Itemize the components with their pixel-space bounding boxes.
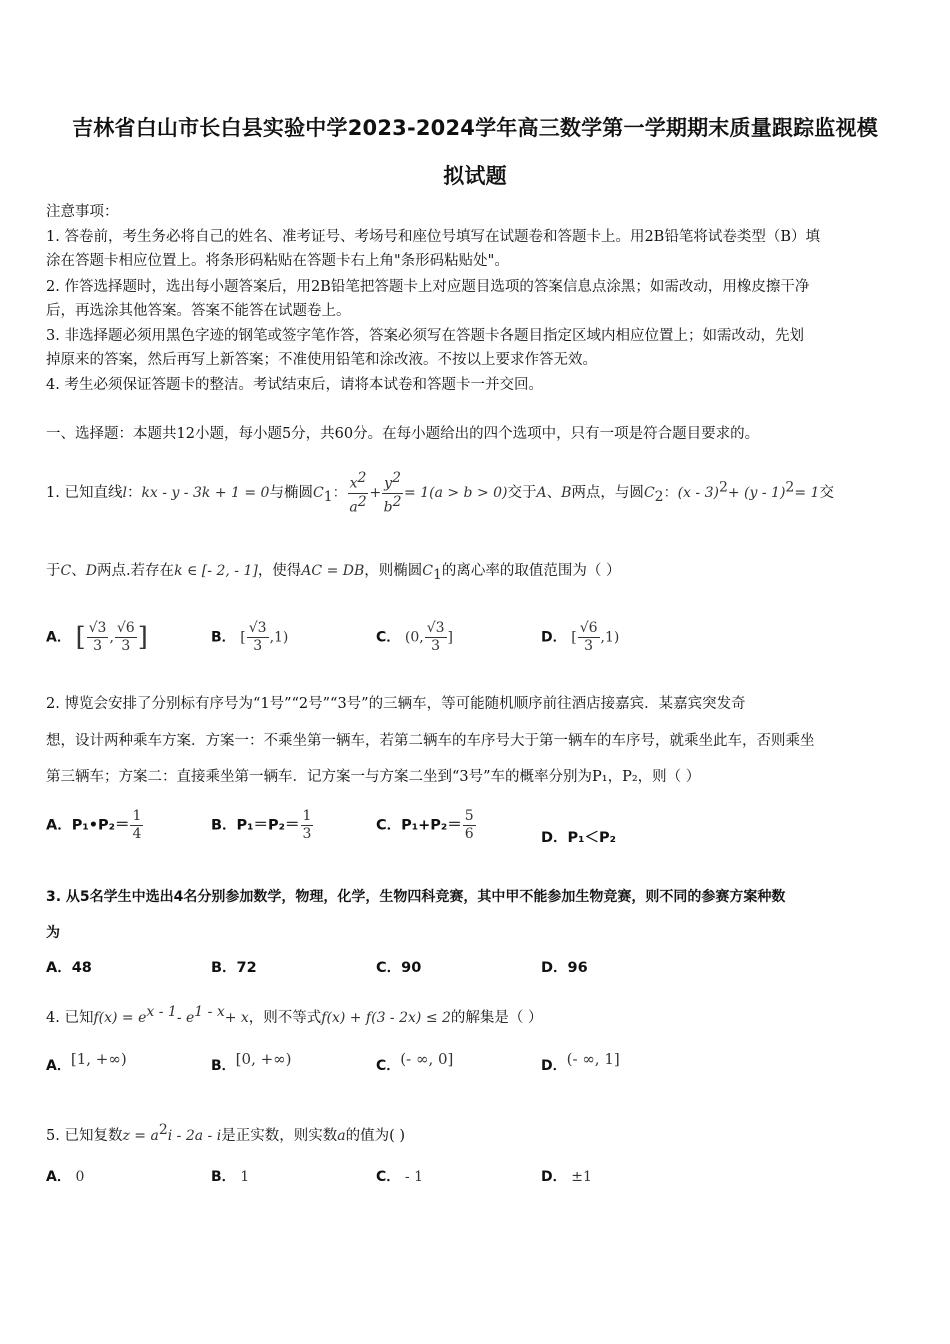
q1-text: 两点，与圆 [571, 485, 644, 502]
q1-fraction-x: $\frac{x^2}{a^2}$ [349, 470, 367, 516]
question-5-line: 5. 已知复数$z = a^2i - 2a - i$是正实数，则实数a的值为( ) [46, 1122, 406, 1144]
question-1-line1: 1. 已知直线l：kx - y - 3k + 1 = 0与椭圆$C_1$： $\frac{x^2}{a^2}$ + $\frac{y^2}{b^2}$ = 1(a > b > 0)交于A、B两点，与圆$C_2$：(x - 3)$^2$+ (y - 1)$^2$= 1交 [46, 470, 834, 516]
notes-item: 涂在答题卡相应位置上。将条形码粘贴在答题卡右上角"条形码粘贴处"。 [46, 253, 509, 269]
q1-text: 交于 [507, 485, 537, 502]
q1-option-c[interactable]: C． (0, $\frac{√3}{3}$ ] [376, 620, 454, 654]
q4-text: ，则不等式 [248, 1009, 322, 1026]
q4-inequality: f(x) + f(3 - 2x) ≤ 2 [321, 1009, 451, 1026]
q1-text: 的离心率的取值范围为（ ） [441, 563, 621, 579]
q1-ellipse-tail: = 1(a > b > 0) [404, 485, 508, 502]
q1-circle-part: = 1 [794, 485, 820, 502]
q3-option-d[interactable]: D．96 [541, 960, 588, 976]
q5-complex: z = a [122, 1127, 159, 1144]
q1-text: ，则椭圆 [364, 563, 423, 579]
question-2-line: 2. 博览会安排了分别标有序号为“1号”“2号”“3号”的三辆车，等可能随机顺序前往酒店接嘉宾．某嘉宾突发奇 [46, 696, 746, 712]
question-3-options [46, 956, 908, 980]
q5-option-b[interactable]: B． 1 [211, 1169, 250, 1185]
q5-text: 5. 已知复数 [46, 1127, 123, 1144]
q1-text: 1. 已知直线 [46, 485, 123, 502]
notes-heading: 注意事项： [46, 204, 119, 220]
q5-option-c[interactable]: C． - 1 [376, 1169, 423, 1185]
q2-option-b[interactable]: B．P₁＝P₂＝ $\frac{1}{3}$ [211, 808, 312, 842]
q5-option-a[interactable]: A． 0 [46, 1169, 85, 1185]
q1-fraction-y: $\frac{y^2}{b^2}$ [383, 470, 402, 516]
q5-text: 的值为( ) [345, 1127, 406, 1144]
q1-option-d[interactable]: D． [ $\frac{√6}{3}$ ,1) [541, 620, 620, 654]
q1-text: 两点.若存在 [96, 563, 175, 579]
q1-text: 交 [819, 485, 834, 502]
q1-point-b: B [561, 485, 572, 502]
question-1-line2: 于C、D两点.若存在k ∈ [- 2, - 1]，使得AC = DB，则椭圆$C_1$的离心率的取值范围为（ ） [46, 563, 621, 583]
q1-text: 与椭圆 [269, 485, 313, 502]
notes-item: 1. 答卷前，考生务必将自己的姓名、准考证号、考场号和座位号填写在试题卷和答题卡上。用2B铅笔将试卷类型（B）填 [46, 229, 820, 245]
notes-item: 2. 作答选择题时，选出每小题答案后，用2B铅笔把答题卡上对应题目选项的答案信息点涂黑；如需改动，用橡皮擦干净 [46, 279, 810, 295]
q1-point-d: D [85, 563, 97, 579]
notes-item: 后，再选涂其他答案。答案不能答在试题卷上。 [46, 303, 351, 319]
q1-point-c: C [60, 563, 72, 579]
question-3-line2: 为 [46, 925, 60, 941]
q2-option-c[interactable]: C．P₁+P₂＝ $\frac{5}{6}$ [376, 808, 474, 842]
exam-title-line1: 吉林省白山市长白县实验中学2023-2024学年高三数学第一学期期末质量跟踪监视模 [72, 116, 878, 140]
notes-item: 4. 考生必须保证答题卡的整洁。考试结束后，请将本试卷和答题卡一并交回。 [46, 377, 543, 393]
q1-colon: ： [332, 485, 347, 502]
q2-option-a[interactable]: A．P₁•P₂＝ $\frac{1}{4}$ [46, 808, 142, 842]
q4-option-c[interactable]: C．(- ∞, 0] [376, 1050, 454, 1074]
q4-option-b[interactable]: B．[0, +∞) [211, 1050, 292, 1074]
q4-text: 的解集是（ ） [450, 1009, 543, 1026]
q1-circle-part: (x - 3) [677, 485, 719, 502]
notes-item: 掉原来的答案，然后再写上新答案；不准使用铅笔和涂改液。不按以上要求作答无效。 [46, 352, 597, 368]
q5-text: 是正实数，则实数 [221, 1127, 338, 1144]
q1-symbol-c2: C [643, 485, 655, 502]
q1-circle-part: + (y - 1) [727, 485, 786, 502]
question-2-line: 想，设计两种乘车方案．方案一：不乘坐第一辆车，若第二辆车的车序号大于第一辆车的车序号，就乘坐此车，否则乘坐 [46, 733, 815, 749]
q5-option-d[interactable]: D． ±1 [541, 1169, 592, 1185]
q1-text: ： [126, 485, 142, 502]
q1-symbol-c1: C [312, 485, 324, 502]
section-heading: 一、选择题：本题共12小题，每小题5分，共60分。在每小题给出的四个选项中，只有一项是符合题目要求的。 [46, 426, 760, 442]
question-4-line: 4. 已知$f(x) = e^{x - 1}-$ $e^{1 - x}+ x$，则不等式f(x) + f(3 - 2x) ≤ 2的解集是（ ） [46, 1004, 543, 1026]
q4-function: f(x) = e [93, 1009, 147, 1026]
q3-option-b[interactable]: B．72 [211, 960, 257, 976]
notes-item: 3. 非选择题必须用黑色字迹的钢笔或签字笔作答，答案必须写在答题卡各题目指定区域内相应位置上；如需改动，先划 [46, 328, 804, 344]
q1-option-a[interactable]: A． [ $\frac{√3}{3}$ , $\frac{√6}{3}$ ] [46, 620, 148, 654]
q4-option-a[interactable]: A．[1, +∞) [46, 1050, 127, 1074]
q3-option-c[interactable]: C．90 [376, 960, 422, 976]
question-2-options [46, 802, 908, 848]
q4-text: 4. 已知 [46, 1009, 94, 1026]
question-1-options [46, 612, 908, 662]
exam-title-line2: 拟试题 [443, 164, 507, 188]
question-2-line: 第三辆车；方案二：直接乘坐第一辆车．记方案一与方案二坐到“3号”车的概率分别为P₁，P₂，则（ ） [46, 769, 701, 785]
q1-text: 于 [46, 563, 61, 579]
q3-option-a[interactable]: A．48 [46, 960, 92, 976]
question-3-line1: 3. 从5名学生中选出4名分别参加数学，物理，化学，生物四科竞赛，其中甲不能参加生物竞赛，则不同的参赛方案种数 [46, 889, 786, 905]
q4-option-d[interactable]: D．(- ∞, 1] [541, 1050, 620, 1074]
q2-option-d[interactable]: D．P₁＜P₂ [541, 830, 616, 846]
q1-option-b[interactable]: B． [ $\frac{√3}{3}$ ,1) [211, 620, 289, 654]
q1-k-range: k ∈ [- 2, - 1] [174, 563, 258, 579]
q5-symbol-a: a [337, 1127, 346, 1144]
q1-point-a: A [536, 485, 547, 502]
q1-symbol-c1-sub: 1 [323, 489, 333, 506]
q1-symbol-l: l [122, 485, 127, 502]
question-5-options [46, 1166, 908, 1190]
q1-text: ，使得 [257, 563, 302, 579]
q1-equality: AC = DB [301, 563, 365, 579]
q1-line-equation: kx - y - 3k + 1 = 0 [141, 485, 270, 502]
question-4-options [46, 1046, 908, 1086]
